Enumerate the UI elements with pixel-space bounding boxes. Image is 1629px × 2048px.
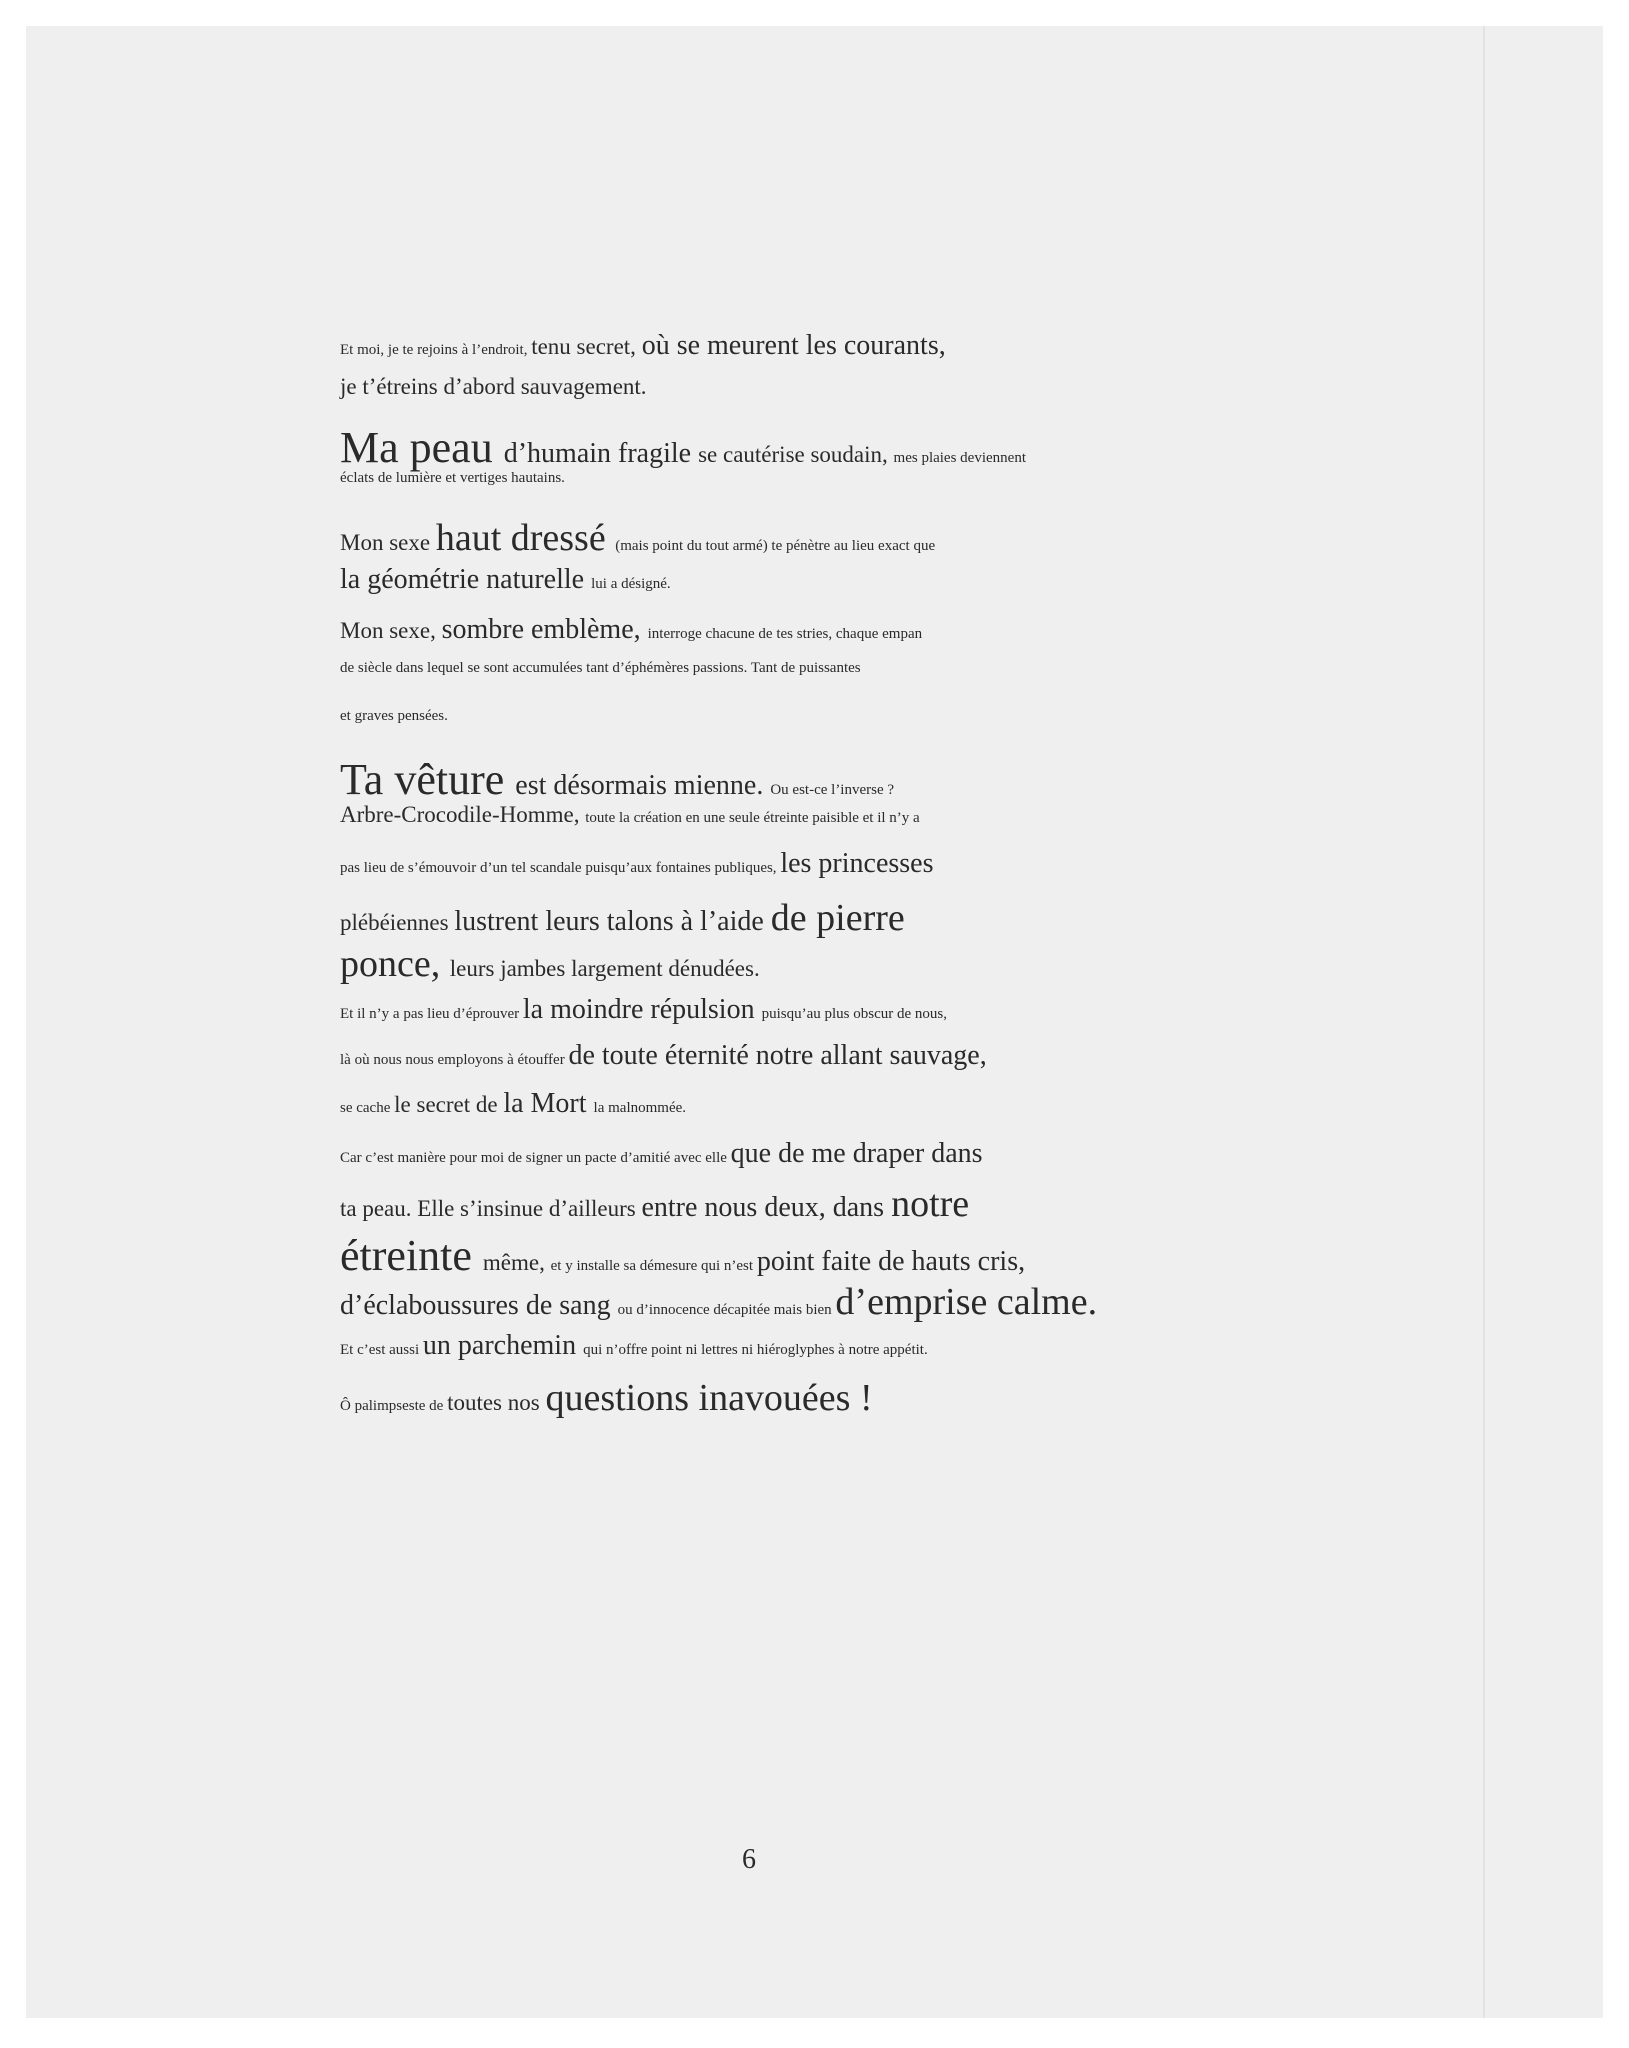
- poem-line: [340, 516, 935, 560]
- poem-segment: Et il n’y a pas lieu d’éprouver: [340, 1006, 523, 1022]
- poem-segment: plébéiennes: [340, 910, 455, 935]
- poem-line: [340, 1330, 928, 1362]
- poem-segment: se cache: [340, 1100, 395, 1116]
- poem-segment: un parchemin: [422, 1330, 584, 1361]
- poem-segment: Car c’est manière pour moi de signer un pacte d’amitié avec elle: [340, 1150, 731, 1166]
- poem-segment: est désormais mienne.: [515, 770, 771, 801]
- poem-line: [340, 708, 448, 725]
- poem-line: [340, 564, 671, 596]
- poem-line: [340, 1138, 983, 1170]
- page-fold-line: [1483, 26, 1485, 2018]
- poem-line: [340, 1182, 969, 1226]
- poem-line: [340, 422, 1026, 473]
- poem-segment: qui n’offre point ni lettres ni hiéroglyphes à notre appétit.: [583, 1342, 928, 1358]
- poem-segment: haut dressé: [435, 517, 616, 559]
- poem-segment: Ma peau: [340, 423, 504, 472]
- poem-segment: pas lieu de s’émouvoir d’un tel scandale puisqu’aux fontaines publiques,: [340, 860, 781, 876]
- poem-line: [340, 374, 647, 400]
- poem-segment: Ou est-ce l’inverse ?: [770, 782, 895, 798]
- poem-line: [340, 942, 760, 986]
- poem-segment: mes plaies deviennent: [893, 450, 1026, 466]
- poem-line: [340, 470, 565, 487]
- poem-segment: de toute éternité notre allant sauvage,: [568, 1040, 987, 1071]
- poem-segment: point faite de hauts cris,: [756, 1246, 1026, 1277]
- poem-segment: ou d’innocence décapitée mais bien: [617, 1302, 836, 1318]
- poem-segment: de siècle dans lequel se sont accumulées tant d’éphémères passions. Tant de puissantes: [340, 660, 861, 676]
- poem-segment: là où nous nous employons à étouffer: [340, 1052, 569, 1068]
- poem-segment: Arbre-Crocodile-Homme,: [340, 802, 586, 827]
- poem-segment: où se meurent les courants,: [641, 330, 946, 361]
- poem-line: [340, 1088, 686, 1120]
- poem-segment: que de me draper dans: [730, 1138, 983, 1169]
- poem-segment: et graves pensées.: [340, 708, 448, 724]
- poem-segment: se cautérise soudain,: [698, 442, 894, 467]
- poem-line: [340, 1040, 987, 1072]
- poem-segment: ponce,: [340, 943, 450, 985]
- poem-segment: Mon sexe: [340, 530, 436, 555]
- poem-segment: lui a désigné.: [591, 576, 671, 592]
- poem-segment: les princesses: [780, 848, 934, 879]
- poem-line: [340, 614, 922, 646]
- poem-segment: étreinte: [340, 1231, 483, 1280]
- poem-segment: Mon sexe,: [340, 618, 442, 643]
- poem-line: [340, 754, 894, 805]
- poem-segment: toutes nos: [447, 1390, 546, 1415]
- poem-segment: Ta vêture: [340, 755, 516, 804]
- poem-segment: leurs jambes largement dénudées.: [449, 956, 760, 981]
- poem-segment: le secret de: [394, 1092, 504, 1117]
- poem-line: [340, 896, 905, 940]
- poem-segment: questions inavouées !: [545, 1377, 873, 1419]
- poem-segment: même,: [482, 1250, 551, 1275]
- poem-segment: d’humain fragile: [503, 438, 699, 469]
- poem-segment: de pierre: [770, 897, 905, 939]
- poem-segment: et y installe sa démesure qui n’est: [550, 1258, 757, 1274]
- poem-segment: Et moi, je te rejoins à l’endroit,: [340, 342, 532, 358]
- poem-segment: tenu secret,: [531, 334, 642, 359]
- poem-segment: entre nous deux, dans: [641, 1192, 892, 1223]
- poem-segment: d’éclaboussures de sang: [340, 1290, 618, 1321]
- poem-segment: la moindre répulsion: [522, 994, 762, 1025]
- poem-segment: (mais point du tout armé) te pénètre au lieu exact que: [615, 538, 936, 554]
- poem-segment: Et c’est aussi: [340, 1342, 423, 1358]
- poem-line: [340, 1230, 1025, 1281]
- poem-segment: éclats de lumière et vertiges hautains.: [340, 470, 565, 486]
- poem-segment: je t’étreins d’abord sauvagement.: [340, 374, 647, 399]
- poem-line: [340, 1280, 1097, 1324]
- poem-segment: puisqu’au plus obscur de nous,: [761, 1006, 947, 1022]
- poem-line: [340, 848, 934, 880]
- poem-segment: lustrent leurs talons à l’aide: [454, 906, 771, 937]
- poem-segment: la Mort: [503, 1088, 594, 1119]
- poem-segment: la géométrie naturelle: [340, 564, 592, 595]
- poem-segment: notre: [891, 1183, 970, 1225]
- page-number: 6: [742, 1844, 756, 1875]
- poem-segment: d’emprise calme.: [835, 1281, 1098, 1323]
- poem-line: [340, 994, 947, 1026]
- poem-segment: ta peau. Elle s’insinue d’ailleurs: [340, 1196, 642, 1221]
- poem-line: [340, 802, 920, 828]
- poem-segment: interroge chacune de tes stries, chaque empan: [647, 626, 923, 642]
- poem-segment: Ô palimpseste de: [340, 1398, 448, 1414]
- poem-segment: sombre emblème,: [441, 614, 648, 645]
- poem-line: [340, 1376, 873, 1420]
- poem-line: [340, 330, 946, 362]
- poem-segment: la malnommée.: [593, 1100, 687, 1116]
- poem-line: [340, 660, 861, 677]
- poem-segment: toute la création en une seule étreinte paisible et il n’y a: [585, 810, 920, 826]
